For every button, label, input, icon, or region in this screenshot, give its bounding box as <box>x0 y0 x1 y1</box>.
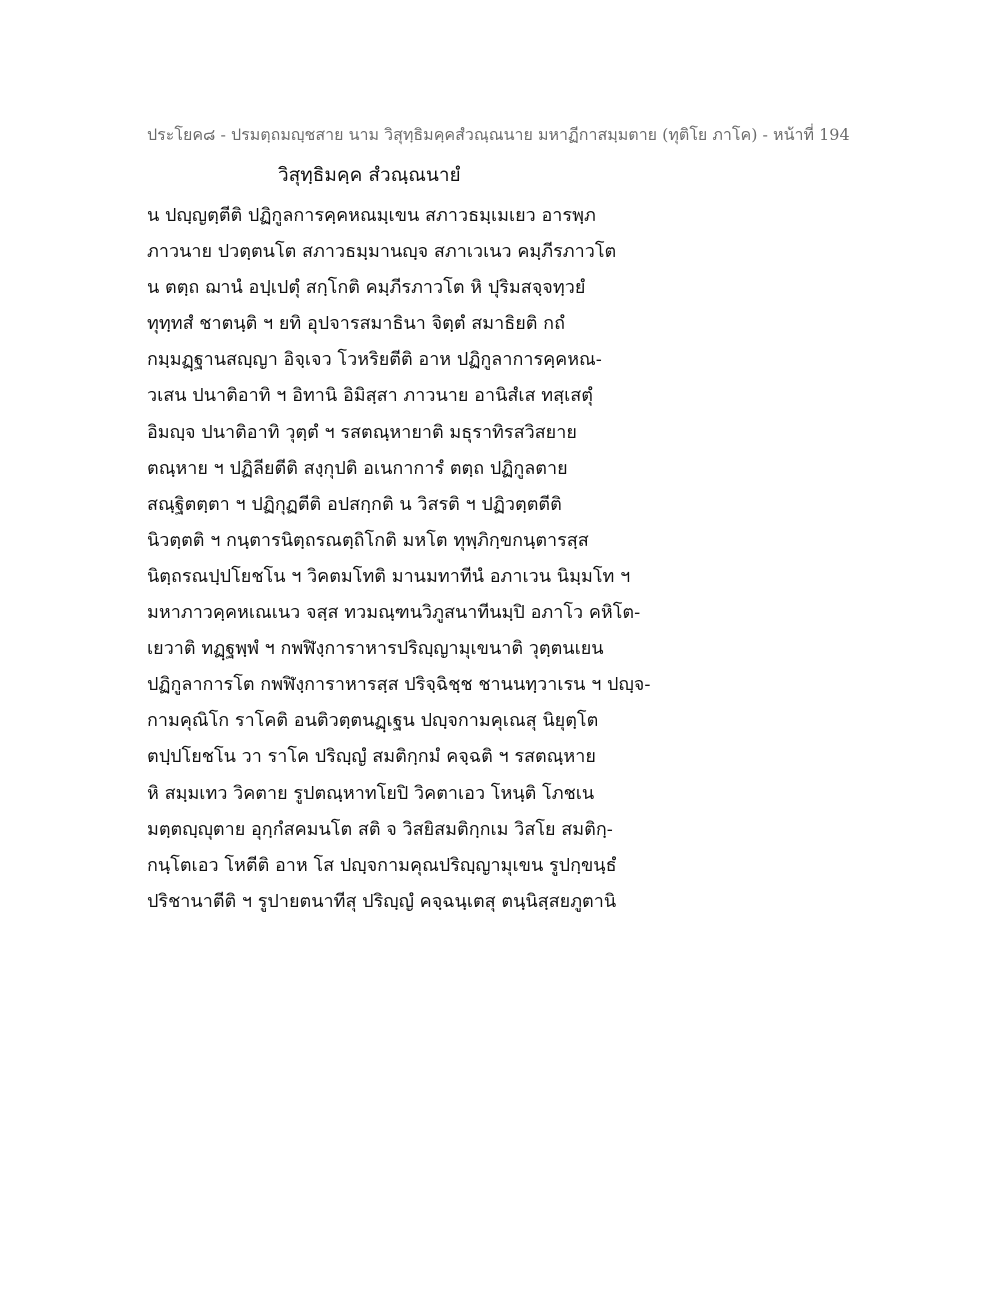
text-line: กนฺโตเอว โหตีติ อาห โส ปญฺจกามคุณปริญฺญามุเขน รูปกฺขนฺธํ <box>147 854 617 876</box>
text-line: น ปญฺญตฺตีติ ปฏิกูลการคฺคหณมฺเขน สภาวธมฺเมเยว อารพฺภ <box>147 205 596 226</box>
body-text <box>147 203 707 925</box>
text-line: น ตตฺถ ฌานํ อปฺเปตุํ สกฺโกติ คมฺภีรภาวโต หิ ปุริมสจฺจทฺวยํ <box>147 277 586 299</box>
text-line: ตณฺหาย ฯ ปฏิลียตีติ สงฺกุปติ อเนกาการํ ตตฺถ ปฏิกูลตาย <box>147 457 568 479</box>
text-line: เยวาติ ทฏฺฐพฺพํ ฯ กพฬิงฺการาหารปริญฺญามุเขนาติ วุตฺตนเยน <box>147 638 604 660</box>
text-line: มตฺตญฺญุตาย อุกฺกํสคมนโต สติ จ วิสยิสมติกฺกเม วิสโย สมติกฺ- <box>147 818 613 840</box>
text-line: ปริชานาตีติ ฯ รูปายตนาทีสุ ปริญฺญํ คจฺฉนฺเตสุ ตนฺนิสฺสยภูตานิ <box>147 890 617 912</box>
text-line: วเสน ปนาติอาทิ ฯ อิทานิ อิมิสฺสา ภาวนาย อานิสํเส ทสฺเสตุํ <box>147 385 593 407</box>
text-line: กมฺมฏฺฐานสญฺญา อิจฺเจว โวหริยตีติ อาห ปฏิกูลาการคฺคหณ- <box>147 349 602 371</box>
running-header: ประโยค๘ - ปรมตฺถมญฺชสาย นาม วิสุทฺธิมคฺคสํวณฺณนาย มหาฏีกาสมฺมตาย (ทุติโย ภาโค) - หน้าที่ 194 <box>147 125 850 144</box>
text-line: นิวตฺตติ ฯ กนฺตารนิตฺถรณตฺถิโกติ มหโต ทุพฺภิกฺขกนฺตารสฺส <box>147 529 589 551</box>
text-line: นิตฺถรณปฺปโยชโน ฯ วิคตมโทติ มานมทาทีนํ อภาเวน นิมฺมโท ฯ <box>147 565 631 587</box>
text-line: มหาภาวคฺคหเณเนว จสฺส ทวมณฺฑนวิภูสนาทีนมฺปิ อภาโว คหิโต- <box>147 602 641 624</box>
text-line: ภาวนาย ปวตฺตนโต สภาวธมฺมานญฺจ สภาเวเนว คมฺภีรภาวโต <box>147 241 617 263</box>
text-line: กามคุณิโก ราโคติ อนติวตฺตนฏฺเฐน ปญฺจกามคุเณสุ นิยุตฺโต <box>147 710 599 732</box>
text-line: สณฺฐิตตฺตา ฯ ปฏิกุฏตีติ อปสกฺกติ น วิสรติ ฯ ปฏิวตฺตตีติ <box>147 493 562 515</box>
text-line: อิมญฺจ ปนาติอาทิ วุตฺตํ ฯ รสตณฺหายาติ มธุราทิรสวิสยาย <box>147 421 577 443</box>
text-line: ปฏิกูลาการโต กพฬิงฺการาหารสฺส ปริจฺฉิชฺช ชานนทฺวาเรน ฯ ปญฺจ- <box>147 674 651 696</box>
text-line: ตปฺปโยชโน วา ราโค ปริญฺญํ สมติกฺกมํ คจฺฉติ ฯ รสตณฺหาย <box>147 746 596 768</box>
text-line: ทุทฺทสํ ชาตนฺติ ฯ ยทิ อุปจารสมาธินา จิตฺตํ สมาธิยติ กถํ <box>147 313 565 335</box>
section-title: วิสุทฺธิมคฺค สํวณฺณนายํ <box>278 164 461 186</box>
text-line: หิ สมฺมเทว วิคตาย รูปตณฺหาทโยปิ วิคตาเอว โหนฺติ โภชเน <box>147 782 595 804</box>
